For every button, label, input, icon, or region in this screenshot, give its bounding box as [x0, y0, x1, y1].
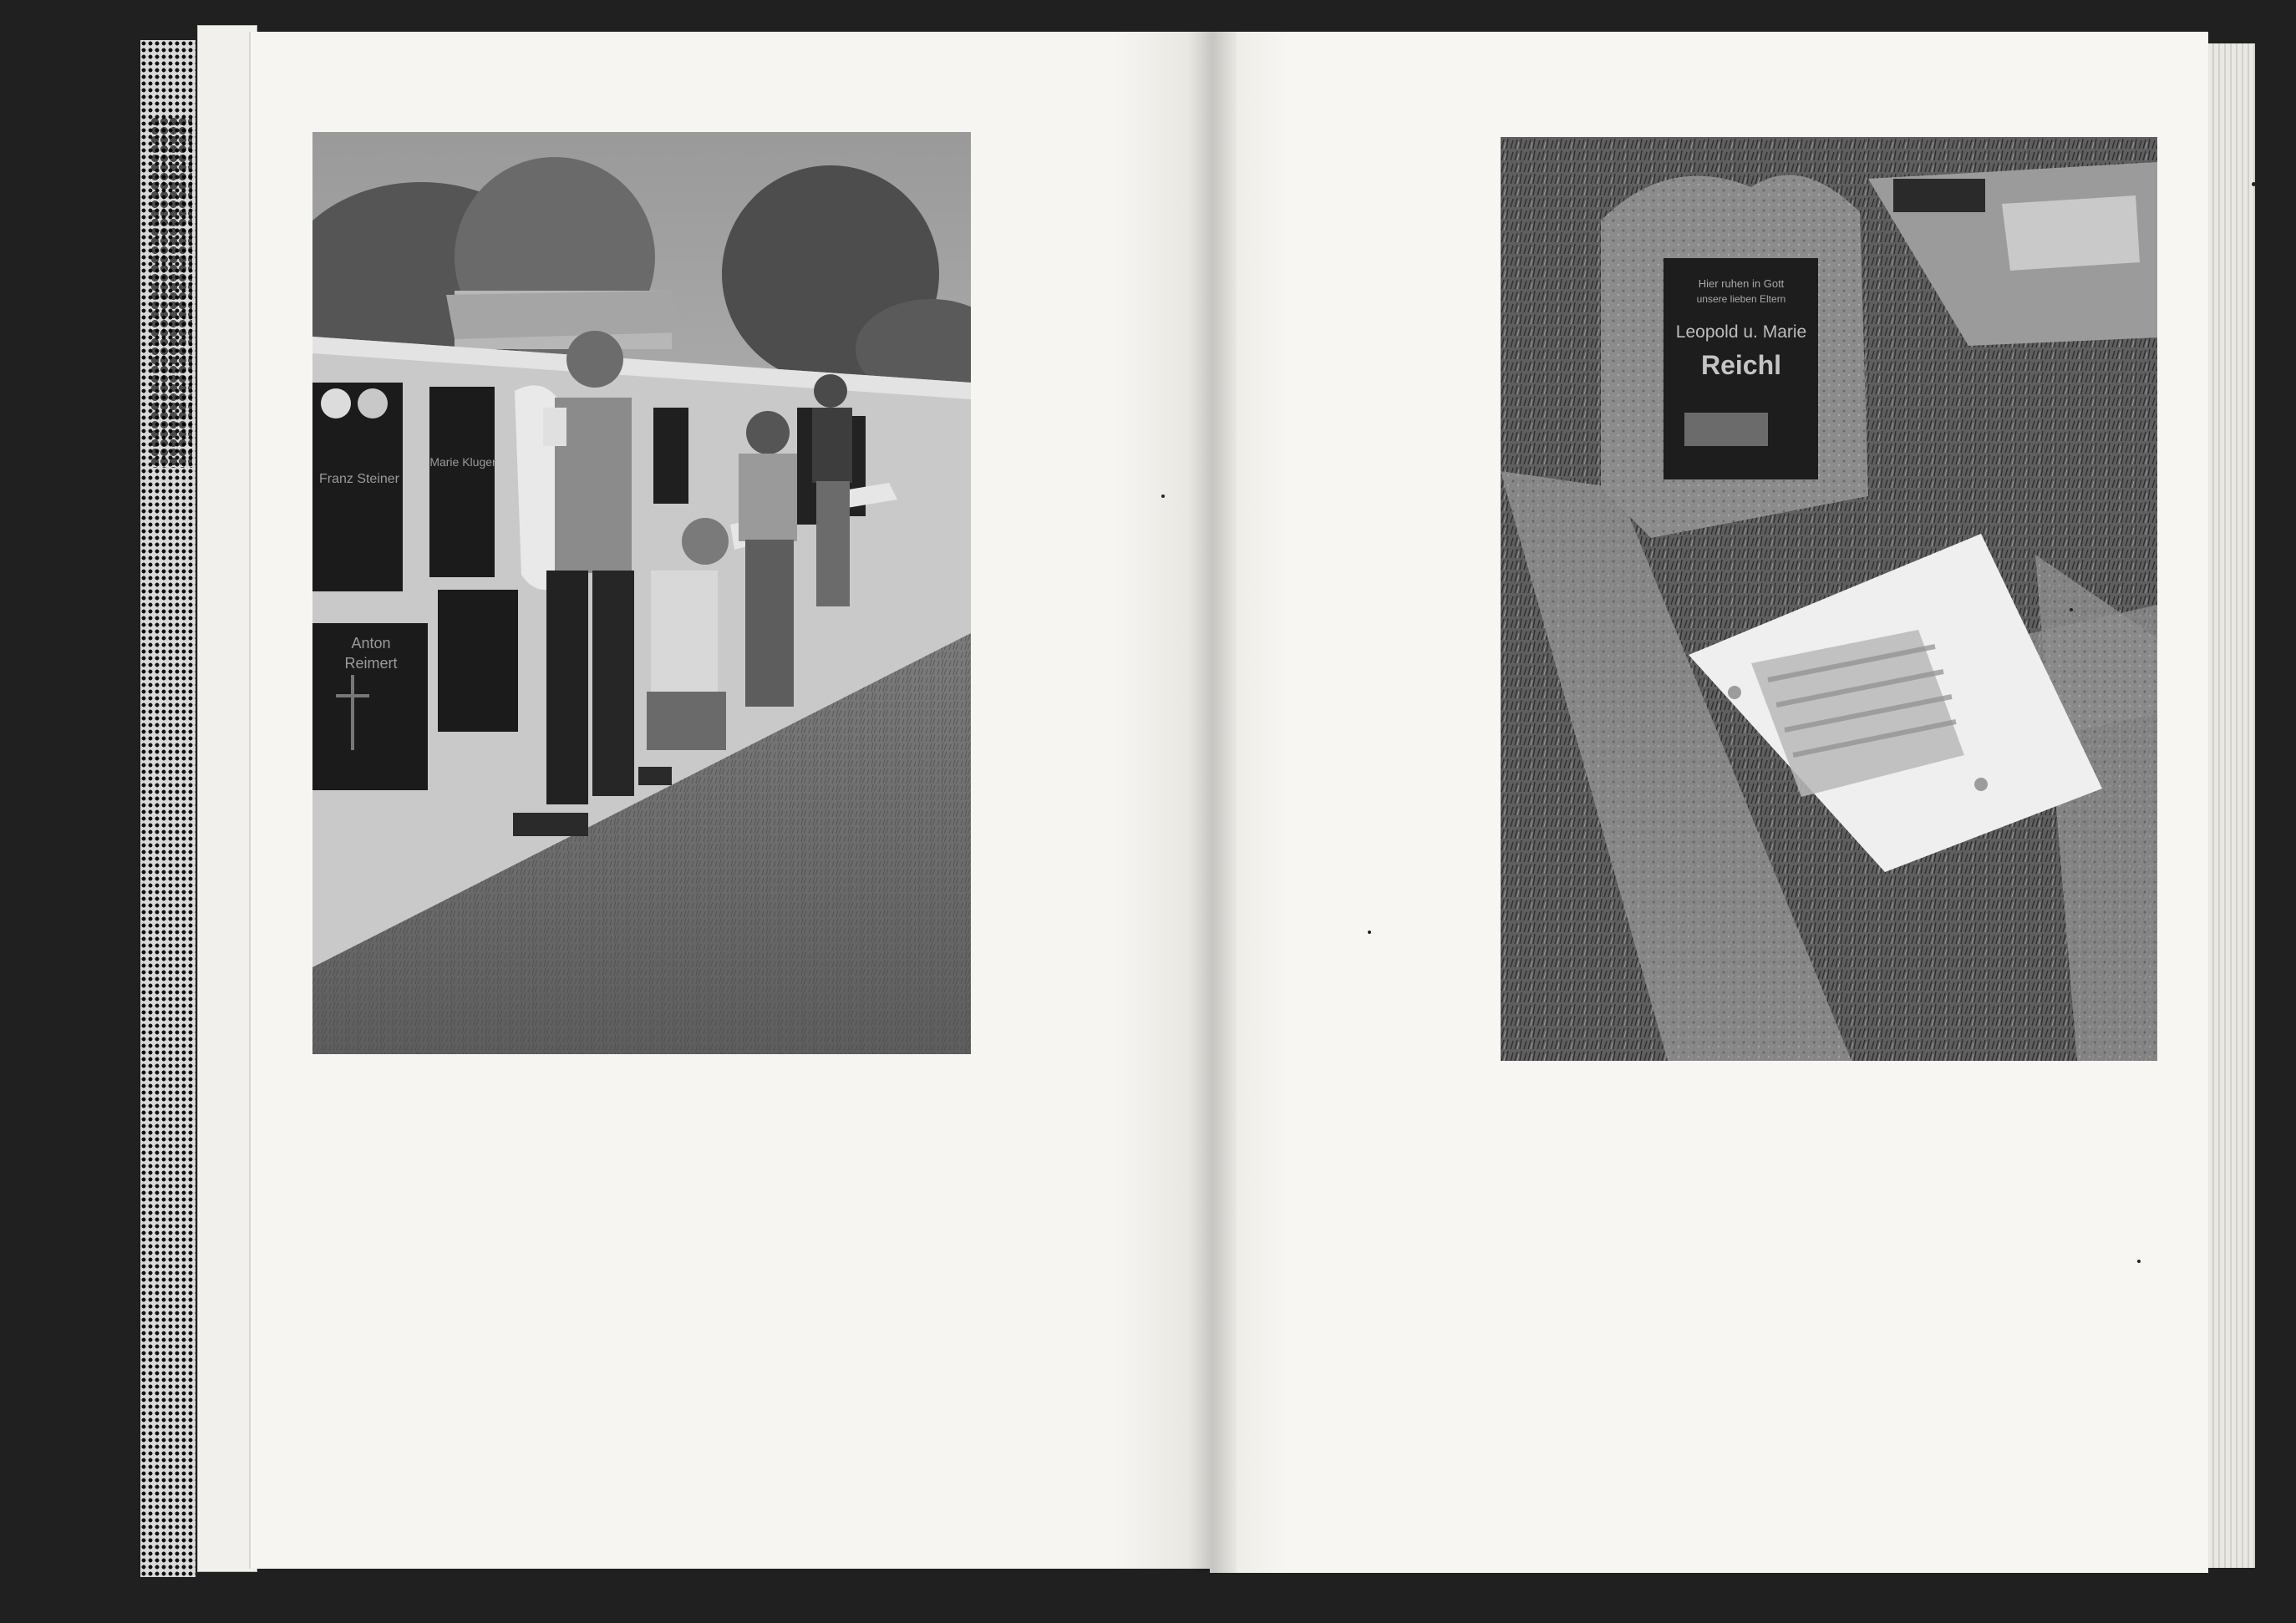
page-stack-right [2208, 43, 2255, 1568]
plaque-text-reimert: Reimert [344, 655, 398, 672]
plaque-text-franz-steiner: Franz Steiner [318, 472, 400, 486]
scan-dust-speck [2137, 1260, 2141, 1263]
inscription-surname: Reichl [1700, 350, 1782, 380]
page-stack-left [197, 25, 257, 1572]
scan-dust-speck [2252, 182, 2256, 186]
scan-dust-speck [1161, 495, 1165, 498]
inscription-top: Hier ruhen in Gott [1698, 277, 1785, 290]
plaque-text-anton: Anton [351, 635, 391, 652]
book-spine-gutter [1186, 32, 1237, 1573]
book-cover-halftone-pattern [150, 117, 192, 468]
inscription-sub: unsere lieben Eltern [1696, 293, 1786, 305]
person-far-right [812, 374, 852, 606]
left-photo [312, 132, 971, 1054]
person-striped-shirt [739, 411, 797, 707]
scan-dust-speck [2070, 608, 2073, 611]
right-photo [1501, 137, 2157, 1061]
scan-dust-speck [1368, 931, 1371, 934]
plaque-text-marie-kluger: Marie Kluger [429, 455, 496, 469]
inscription-names: Leopold u. Marie [1675, 322, 1807, 342]
